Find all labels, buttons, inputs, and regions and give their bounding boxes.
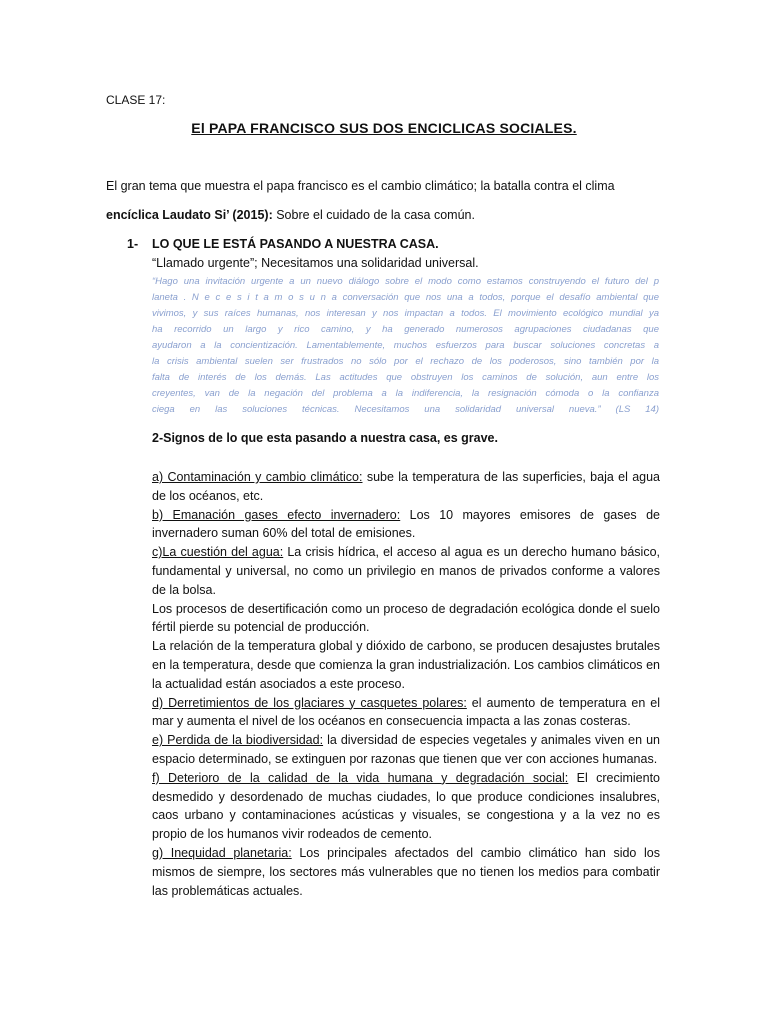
quote-line: falta de interés de los demás. Las actitudes que obstruyen los caminos de solución, aun entre los bbox=[152, 372, 659, 383]
section2-body bbox=[152, 468, 660, 900]
section2-heading: 2-Signos de lo que esta pasando a nuestra casa, es grave. bbox=[152, 431, 498, 445]
sign-text: el aumento de temperatura en el mar y aumenta el nivel de los océanos en consecuencia impacta a las zonas costeras. bbox=[152, 695, 660, 729]
sign-label: a) Contaminación y cambio climático: bbox=[152, 470, 363, 484]
encyclical-line bbox=[106, 208, 475, 222]
sign-label: e) Perdida de la biodiversidad: bbox=[152, 733, 324, 748]
sign-item-g bbox=[152, 844, 660, 900]
sign-label: f) Deterioro de la calidad de la vida humana y degradación social: bbox=[152, 770, 569, 785]
encyclical-quote bbox=[152, 274, 659, 418]
quote-line: ayudaron a la concientización. Lamentablemente, muchos esfuerzos para buscar soluciones concretas a bbox=[152, 340, 659, 351]
sign-label: d) Derretimientos de los glaciares y casquetes polares: bbox=[152, 695, 467, 710]
sign-label: b) Emanación gases efecto invernadero: bbox=[152, 507, 401, 522]
quote-line: ha recorrido un largo y rico camino, y ha generado numerosos agrupaciones ciudadanas que bbox=[152, 324, 659, 335]
sign-text: sube la temperatura de las superficies, baja el agua de los océanos, etc. bbox=[152, 470, 660, 503]
section1-subtitle: “Llamado urgente”; Necesitamos una solidaridad universal. bbox=[152, 256, 479, 270]
sign-text: la diversidad de especies vegetales y animales viven en un espacio determinado, se extinguen por razonas que tienen que ver con acciones humanas. bbox=[152, 733, 660, 766]
encyclical-text: Sobre el cuidado de la casa común. bbox=[272, 208, 475, 222]
section1-number: 1- bbox=[127, 237, 139, 251]
sign-text: El crecimiento desmedido y desordenado de muchas ciudades, lo que produce condiciones insalubres, caos urbano y contaminaciones acústicas y visuales, se congestiona y a la vez no es propio de los humanos vivir rodeados de cemento. bbox=[152, 770, 660, 842]
encyclical-label: encíclica Laudato Si’ (2015): bbox=[106, 208, 273, 222]
sign-item-d bbox=[152, 694, 660, 732]
paragraph-desertification: Los procesos de desertificación como un proceso de degradación ecológica donde el suelo fértil pierde su potencial de producción. bbox=[152, 601, 660, 635]
quote-line: ciega en las soluciones técnicas. Necesitamos una solidaridad universal nueva.” (LS 14) bbox=[152, 404, 659, 415]
sign-item-b bbox=[152, 506, 660, 544]
document-title: El PAPA FRANCISCO SUS DOS ENCICLICAS SOCIALES. bbox=[191, 120, 577, 136]
intro-paragraph: El gran tema que muestra el papa francisco es el cambio climático; la batalla contra el clima bbox=[106, 179, 615, 193]
class-label: CLASE 17: bbox=[106, 93, 166, 107]
sign-label: c)La cuestión del agua: bbox=[152, 545, 284, 560]
quote-line: vivimos, y sus raíces humanas, nos interesan y nos impactan a todos. El movimiento ecológico mundial ya bbox=[152, 308, 659, 319]
paragraph-temperature: La relación de la temperatura global y dióxido de carbono, se producen desajustes brutales en la temperatura, desde que comienza la gran industrialización. Los cambios climáticos en la actualidad están asociados a este proceso. bbox=[152, 639, 660, 691]
sign-text: Los principales afectados del cambio climático han sido los mismos de siempre, los sectores más vulnerables que no tienen los medios para combatir las problemáticas actuales. bbox=[152, 845, 660, 898]
sign-text: La crisis hídrica, el acceso al agua es un derecho humano básico, fundamental y universal, no como un privilegio en manos de privados conforme a valores de la bolsa. bbox=[152, 545, 660, 597]
section1-heading bbox=[127, 237, 439, 251]
sign-item-e bbox=[152, 731, 660, 769]
quote-line: “Hago una invitación urgente a un nuevo diálogo sobre el modo como estamos construyendo el futuro del p bbox=[152, 276, 659, 287]
quote-line: creyentes, van de la negación del problema a la indiferencia, la resignación cómoda o la confianza bbox=[152, 388, 659, 399]
sign-label: g) Inequidad planetaria: bbox=[152, 845, 292, 860]
quote-line: la crisis ambiental suelen ser frustrados no sólo por el rechazo de los poderosos, sino también por la bbox=[152, 356, 659, 367]
sign-text: Los 10 mayores emisores de gases de invernadero suman 60% del total de emisiones. bbox=[152, 507, 660, 541]
sign-item-a bbox=[152, 468, 660, 506]
sign-item-c bbox=[152, 543, 660, 599]
sign-item-f bbox=[152, 769, 660, 844]
section1-title: LO QUE LE ESTÁ PASANDO A NUESTRA CASA. bbox=[152, 237, 439, 251]
quote-line: laneta . N e c e s i t a m o s u n a conversación que nos una a todos, porque el desafío ambiental que bbox=[152, 292, 659, 303]
